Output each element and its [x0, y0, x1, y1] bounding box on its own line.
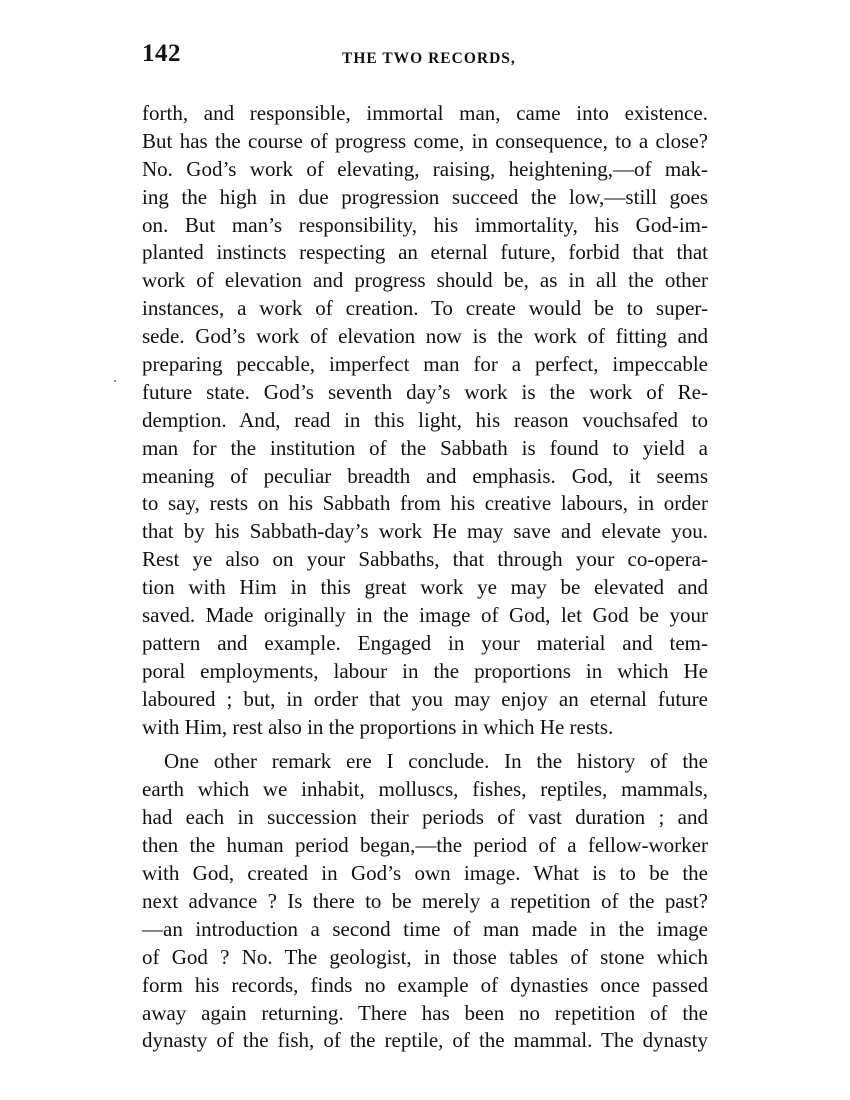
text-line: that by his Sabbath-day’s work He may save and elevate you.: [142, 519, 708, 544]
paragraph-gap: [142, 741, 708, 748]
text-line: One other remark ere I conclude. In the history of the: [164, 749, 708, 774]
paragraph-2: [142, 748, 708, 1055]
text-line: with God, created in God’s own image. What is to be the: [142, 861, 708, 886]
text-line: with Him, rest also in the proportions in which He rests.: [142, 714, 614, 739]
body-text: [142, 100, 708, 1055]
text-line: tion with Him in this great work ye may be elevated and: [142, 575, 708, 600]
text-line: then the human period began,—the period of a fellow-worker: [142, 833, 708, 858]
text-line: poral employments, labour in the proportions in which He: [142, 658, 708, 683]
text-line: —an introduction a second time of man made in the image: [142, 916, 708, 941]
text-line: planted instincts respecting an eternal future, forbid that that: [142, 240, 708, 265]
text-line: dynasty of the fish, of the reptile, of the mammal. The dynasty: [142, 1028, 708, 1053]
text-line: man for the institution of the Sabbath is found to yield a: [142, 435, 708, 460]
text-line: of God ? No. The geologist, in those tables of stone which: [142, 944, 708, 969]
text-line: earth which we inhabit, molluscs, fishes, reptiles, mammals,: [142, 777, 708, 802]
text-line: away again returning. There has been no repetition of the: [142, 1000, 708, 1025]
text-line: future state. God’s seventh day’s work is the work of Re-: [142, 379, 708, 404]
text-line: forth, and responsible, immortal man, came into existence.: [142, 101, 708, 125]
text-line: laboured ; but, in order that you may enjoy an eternal future: [142, 686, 708, 711]
text-line: work of elevation and progress should be, as in all the other: [142, 268, 708, 293]
text-line: saved. Made originally in the image of God, let God be your: [142, 603, 708, 628]
paragraph-1: [142, 100, 708, 741]
text-line: But has the course of progress come, in consequence, to a close?: [142, 128, 708, 153]
text-line: sede. God’s work of elevation now is the work of fitting and: [142, 324, 708, 349]
text-line: Rest ye also on your Sabbaths, that through your co-opera-: [142, 547, 708, 572]
text-line: pattern and example. Engaged in your material and tem-: [142, 630, 708, 655]
text-line: No. God’s work of elevating, raising, heightening,—of mak-: [142, 156, 708, 181]
text-line: instances, a work of creation. To create would be to super-: [142, 296, 708, 321]
text-line: on. But man’s responsibility, his immortality, his God-im-: [142, 212, 708, 237]
text-line: to say, rests on his Sabbath from his creative labours, in order: [142, 491, 708, 516]
text-line: demption. And, read in this light, his reason vouchsafed to: [142, 407, 708, 432]
text-line: next advance ? Is there to be merely a repetition of the past?: [142, 888, 708, 913]
text-line: form his records, finds no example of dynasties once passed: [142, 972, 708, 997]
page-header: [142, 40, 708, 76]
text-line: ing the high in due progression succeed the low,—still goes: [142, 184, 708, 209]
text-line: meaning of peculiar breadth and emphasis. God, it seems: [142, 463, 708, 488]
text-line: preparing peccable, imperfect man for a perfect, impeccable: [142, 352, 708, 377]
page-number: 142: [142, 40, 181, 67]
running-title: THE TWO RECORDS,: [342, 50, 516, 67]
print-speck: [114, 380, 116, 382]
text-line: had each in succession their periods of vast duration ; and: [142, 805, 708, 830]
